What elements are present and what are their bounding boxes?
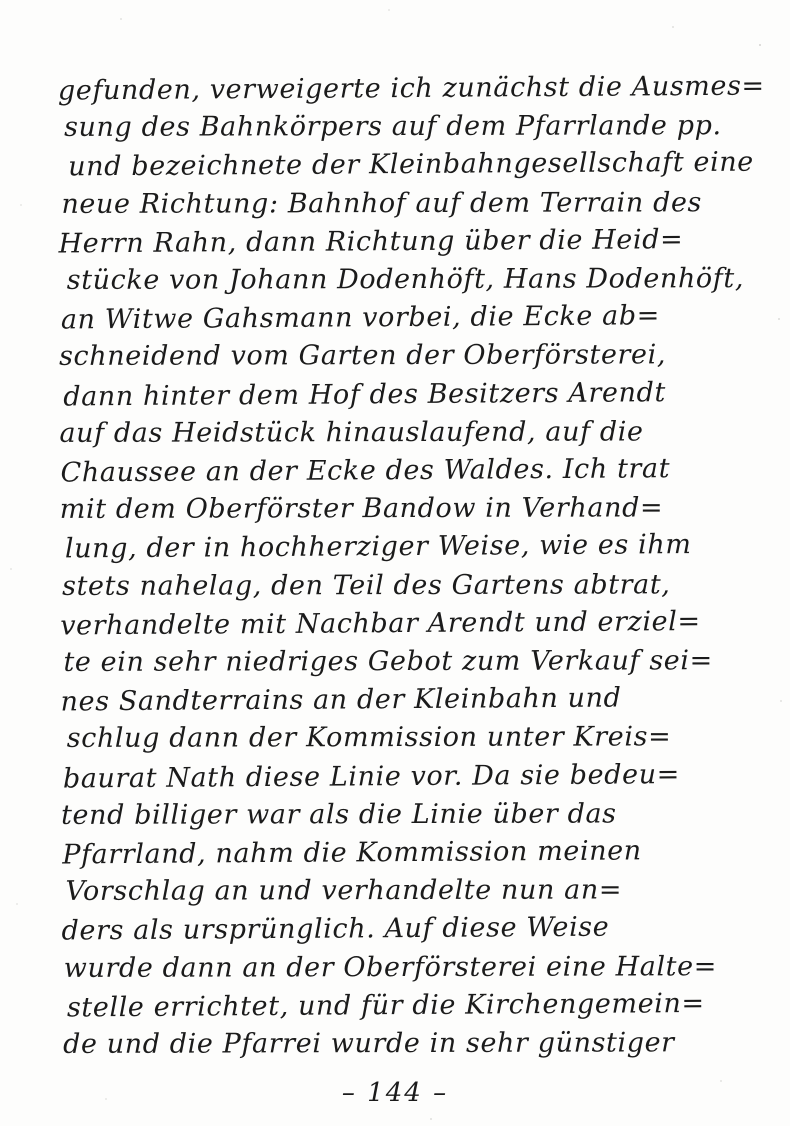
handwritten-line: wurde dann an der Oberförsterei eine Halte= <box>63 950 717 984</box>
handwritten-line: sung des Bahnkörpers auf dem Pfarrlande pp. <box>64 110 722 144</box>
handwritten-line: gefunden, verweigerte ich zunächst die Ausmes= <box>57 70 765 107</box>
handwritten-line: stelle errichtet, und für die Kirchengemein= <box>66 987 705 1024</box>
page-number: – 144 – <box>341 1078 449 1108</box>
handwritten-line: an Witwe Gahsmann vorbei, die Ecke ab= <box>60 300 661 336</box>
handwritten-line: schlug dann der Kommission unter Kreis= <box>66 721 672 755</box>
handwritten-line: dann hinter dem Hof des Besitzers Arendt <box>63 376 666 413</box>
handwritten-line: mit dem Oberförster Bandow in Verhand= <box>59 492 664 526</box>
handwritten-line: Pfarrland, nahm die Kommission meinen <box>62 835 642 871</box>
handwritten-line: Herrn Rahn, dann Richtung über die Heid= <box>58 223 684 260</box>
handwritten-line: Vorschlag an und verhandelte nun an= <box>65 874 623 908</box>
handwritten-line: und bezeichnete der Kleinbahngesellschaft eine <box>68 147 754 183</box>
handwritten-line: verhandelte mit Nachbar Arendt und erziel= <box>60 605 701 642</box>
handwritten-line: stets nahelag, den Teil des Gartens abtrat, <box>62 568 671 602</box>
handwritten-line: tend billiger war als die Linie über das <box>61 798 617 831</box>
scan-noise <box>0 0 2 2</box>
handwritten-line: baurat Nath diese Linie vor. Da sie bedeu= <box>62 758 680 795</box>
handwritten-line: auf das Heidstück hinauslaufend, auf die <box>59 416 644 449</box>
handwritten-line: Chaussee an der Ecke des Waldes. Ich trat <box>60 453 671 489</box>
handwritten-text-block <box>58 68 768 1064</box>
handwritten-line: te ein sehr niedriges Gebot zum Verkauf sei= <box>63 645 713 678</box>
handwritten-line: nes Sandterrains an der Kleinbahn und <box>60 682 622 718</box>
handwritten-line: lung, der in hochherziger Weise, wie es ihm <box>64 529 692 565</box>
handwritten-line: ders als ursprünglich. Auf diese Weise <box>61 912 610 947</box>
handwritten-line: neue Richtung: Bahnhof auf dem Terrain des <box>61 186 703 220</box>
handwritten-line: de und die Pfarrei wurde in sehr günstiger <box>63 1027 675 1060</box>
handwritten-line: stücke von Johann Dodenhöft, Hans Dodenhöft, <box>66 263 745 296</box>
handwritten-line: schneidend vom Garten der Oberförsterei, <box>59 339 667 373</box>
